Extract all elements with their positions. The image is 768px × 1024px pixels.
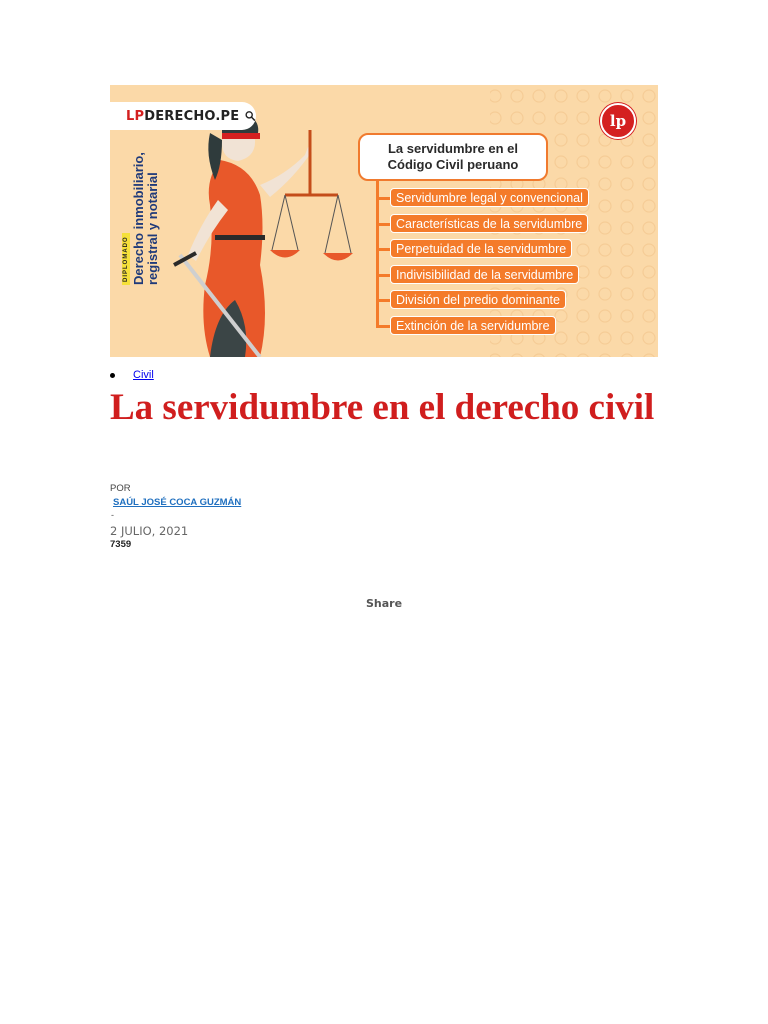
view-count: 7359 [110,539,132,550]
topic-line2: Código Civil peruano [387,157,519,172]
diplomado-tag: DIPLOMADO [122,233,130,285]
lp-badge-icon: lp [600,103,636,139]
tree-branch [376,197,390,200]
article-featured-image [110,85,658,357]
tree-branch [376,274,390,277]
publish-date: 2 JULIO, 2021 [110,524,189,538]
side-line1: Derecho inmobiliario, [131,152,146,285]
search-icon [245,109,256,123]
bullet-icon [110,373,115,378]
topic-item: Servidumbre legal y convencional [390,188,589,207]
meta-separator: - [111,510,114,520]
diplomado-side-label [114,152,160,285]
by-label: POR [110,483,131,494]
logo-rest-text: DERECHO.PE [144,108,240,124]
tree-branch [376,223,390,226]
tree-branch [376,325,390,328]
topic-line1: La servidumbre en el [387,141,519,156]
author-link[interactable]: SAÚL JOSÉ COCA GUZMÁN [113,497,242,508]
category-item [110,367,154,383]
logo-lp-text: LP [126,108,145,124]
article-title: La servidumbre en el derecho civil [110,387,655,428]
side-line2: registral y notarial [145,172,160,285]
topic-item: Extinción de la servidumbre [390,316,556,335]
topic-item: División del predio dominante [390,290,566,309]
tree-branch [376,299,390,302]
category-link-civil[interactable]: Civil [133,369,154,381]
topic-item: Indivisibilidad de la servidumbre [390,265,579,284]
topic-item: Perpetuidad de la servidumbre [390,239,572,258]
category-list [110,367,154,383]
topic-item: Características de la servidumbre [390,214,588,233]
tree-connector [376,181,379,327]
share-button[interactable]: Share [365,597,403,610]
tree-branch [376,248,390,251]
lpderecho-logo [110,102,256,130]
topic-heading-box [358,133,548,181]
